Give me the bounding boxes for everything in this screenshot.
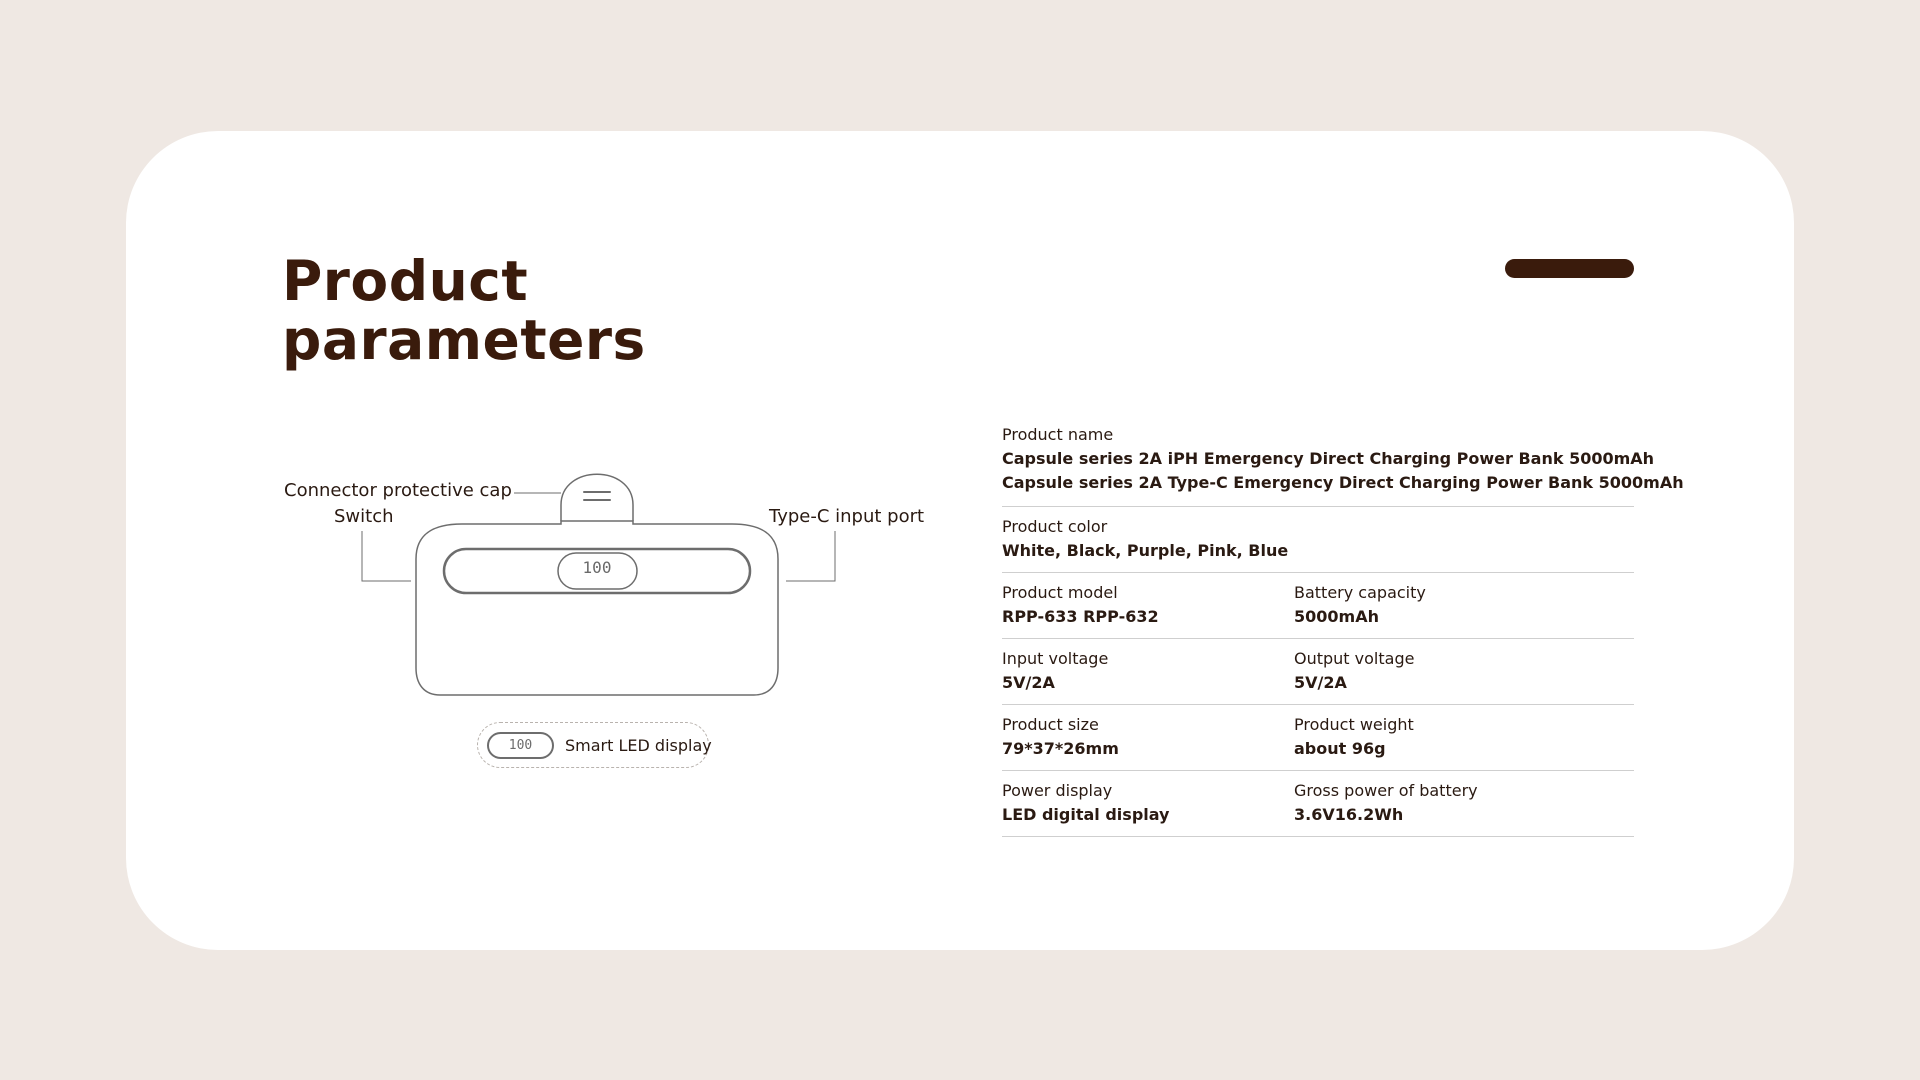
callout-switch: Switch bbox=[334, 506, 394, 527]
spec-label: Product name bbox=[1002, 425, 1114, 444]
spec-label: Product size bbox=[1002, 715, 1099, 734]
spec-label: Product weight bbox=[1294, 715, 1414, 734]
typec-leader bbox=[786, 531, 835, 581]
spec-row-product-color bbox=[1002, 507, 1634, 573]
spec-value: 5V/2A bbox=[1294, 673, 1347, 692]
title-line-2: parameters bbox=[282, 308, 646, 372]
spec-label: Product model bbox=[1002, 583, 1118, 602]
title-line-1: Product bbox=[282, 249, 529, 313]
spec-label: Gross power of battery bbox=[1294, 781, 1478, 800]
spec-table bbox=[1002, 421, 1684, 837]
callout-typec-port: Type-C input port bbox=[769, 506, 925, 527]
spec-label: Product color bbox=[1002, 517, 1108, 536]
led-legend bbox=[477, 722, 712, 768]
spec-value: White, Black, Purple, Pink, Blue bbox=[1002, 541, 1289, 560]
spec-value: 5V/2A bbox=[1002, 673, 1055, 692]
led-reading: 100 bbox=[582, 558, 612, 577]
spec-value: about 96g bbox=[1294, 739, 1386, 758]
switch-leader bbox=[362, 531, 411, 581]
connector-cap bbox=[561, 474, 633, 521]
callout-connector-cap: Connector protective cap bbox=[284, 480, 512, 501]
legend-label: Smart LED display bbox=[565, 736, 712, 755]
spec-row-size-weight bbox=[1002, 705, 1634, 771]
spec-label: Power display bbox=[1002, 781, 1113, 800]
spec-value: Capsule series 2A iPH Emergency Direct Charging Power Bank 5000mAh bbox=[1002, 449, 1655, 468]
spec-label: Input voltage bbox=[1002, 649, 1109, 668]
spec-value: RPP-633 RPP-632 bbox=[1002, 607, 1159, 626]
spec-value: 79*37*26mm bbox=[1002, 739, 1119, 758]
device-body bbox=[416, 521, 778, 695]
spec-value: 3.6V16.2Wh bbox=[1294, 805, 1404, 824]
spec-value: LED digital display bbox=[1002, 805, 1170, 824]
spec-row-display-power bbox=[1002, 771, 1634, 837]
spec-value: Capsule series 2A Type-C Emergency Direct Charging Power Bank 5000mAh bbox=[1002, 473, 1684, 492]
spec-label: Battery capacity bbox=[1294, 583, 1426, 602]
spec-row-voltage bbox=[1002, 639, 1634, 705]
spec-row-product-name bbox=[1002, 421, 1684, 507]
legend-led-icon: 100 bbox=[487, 732, 554, 759]
spec-value: 5000mAh bbox=[1294, 607, 1379, 626]
spec-label: Output voltage bbox=[1294, 649, 1415, 668]
spec-row-model-capacity bbox=[1002, 573, 1634, 639]
